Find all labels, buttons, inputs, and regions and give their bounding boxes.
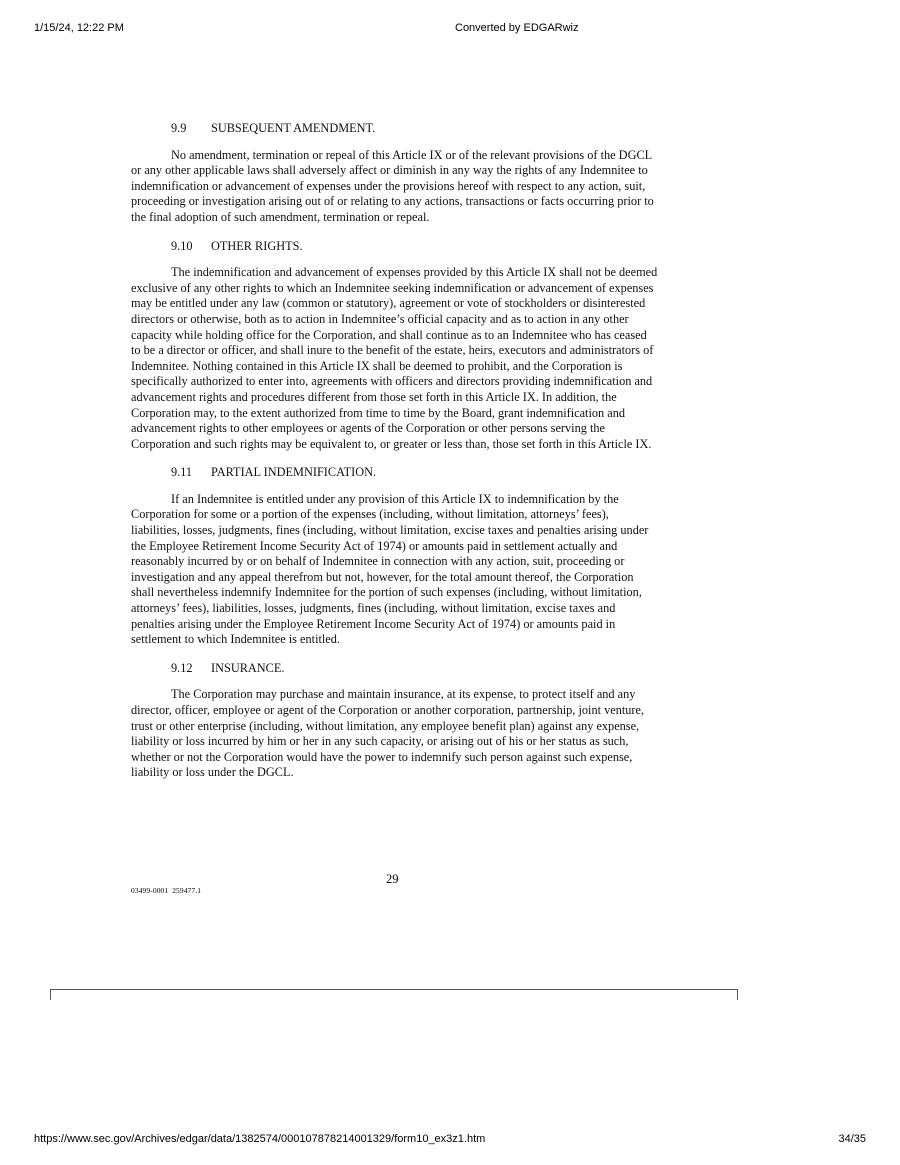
section-9-9 [131,121,659,226]
section-title: INSURANCE. [211,660,285,675]
print-datetime: 1/15/24, 12:22 PM [34,22,124,34]
section-paragraph: If an Indemnitee is entitled under any provision of this Article IX to indemnification by the Corporation for some or a portion of the expenses (including, without limitation, attorneys’ fees), liabilities, losses, judgments, fines (including, without limitation, excise taxes and penalties arising under the Employee Retirement Income Security Act of 1974) or amounts paid in settlement actually and reasonably incurred by or on behalf of Indemnitee in connection with any action, suit, proceeding or investigation and any appeal therefrom but not, however, for the total amount thereof, the Corporation shall nevertheless indemnify Indemnitee for the portion of such expenses (including, without limitation, attorneys’ fees), liabilities, losses, judgments, fines (including, without limitation, excise taxes and penalties arising under the Employee Retirement Income Security Act of 1974) or amounts paid in settlement to which Indemnitee is entitled. [131,491,649,647]
section-heading [171,239,659,255]
section-paragraph: The Corporation may purchase and maintain insurance, at its expense, to protect itself and any director, officer, employee or agent of the Corporation or another corporation, partnership, joint venture, trust or other enterprise (including, without limitation, any employee benefit plan) against any expense, liability or loss incurred by him or her in any such capacity, or arising out of his or her status as such, whether or not the Corporation would have the power to indemnify such person against such expense, liability or loss under the DGCL. [131,687,645,780]
section-heading [171,121,659,137]
section-title: OTHER RIGHTS. [211,238,303,253]
section-title: PARTIAL INDEMNIFICATION. [211,465,377,480]
page-divider-frame [50,989,738,1000]
section-number: 9.12 [171,660,193,675]
section-number: 9.10 [171,238,193,253]
section-number: 9.11 [171,465,193,480]
section-title: SUBSEQUENT AMENDMENT. [211,121,376,135]
document-body [131,121,659,794]
section-number: 9.9 [171,121,187,135]
source-url: https://www.sec.gov/Archives/edgar/data/1382574/000107878214001329/form10_ex3z1.htm [34,1133,486,1145]
page-number: 29 [386,872,399,886]
section-9-12 [131,661,659,781]
section-paragraph: The indemnification and advancement of expenses provided by this Article IX shall not be deemed exclusive of any other rights to which an Indemnitee seeking indemnification or advancement of expenses may be entitled under any law (common or statutory), agreement or vote of stockholders or disinterested directors or otherwise, both as to action in Indemnitee’s official capacity and as to action in any other capacity while holding office for the Corporation, and shall continue as to an Indemnitee who has ceased to be a director or officer, and shall inure to the benefit of the estate, heirs, executors and administrators of Indemnitee. Nothing contained in this Article IX shall be deemed to prohibit, and the Corporation is specifically authorized to enter into, agreements with officers and directors providing indemnification and advancement rights and procedures different from those set forth in this Article IX. In addition, the Corporation may, to the extent authorized from time to time by the Board, grant indemnification and advancement rights to other employees or agents of the Corporation or other persons serving the Corporation and such rights may be equivalent to, or greater or less than, those set forth in this Article IX. [131,265,658,451]
section-9-11 [131,465,659,648]
converter-credit: Converted by EDGARwiz [455,22,579,34]
section-heading [171,661,659,677]
section-paragraph: No amendment, termination or repeal of this Article IX or of the relevant provisions of the DGCL or any other applicable laws shall adversely affect or diminish in any way the rights of any Indemnitee to indemnification or advancement of expenses under the provisions hereof with respect to any action, suit, proceeding or investigation arising out of or relating to any actions, transactions or facts occurring prior to the final adoption of such amendment, termination or repeal. [131,147,654,224]
section-9-10 [131,239,659,453]
section-heading [171,465,659,481]
document-id: 03499-0001 259477.1 [131,886,202,895]
print-page-count: 34/35 [838,1133,866,1145]
